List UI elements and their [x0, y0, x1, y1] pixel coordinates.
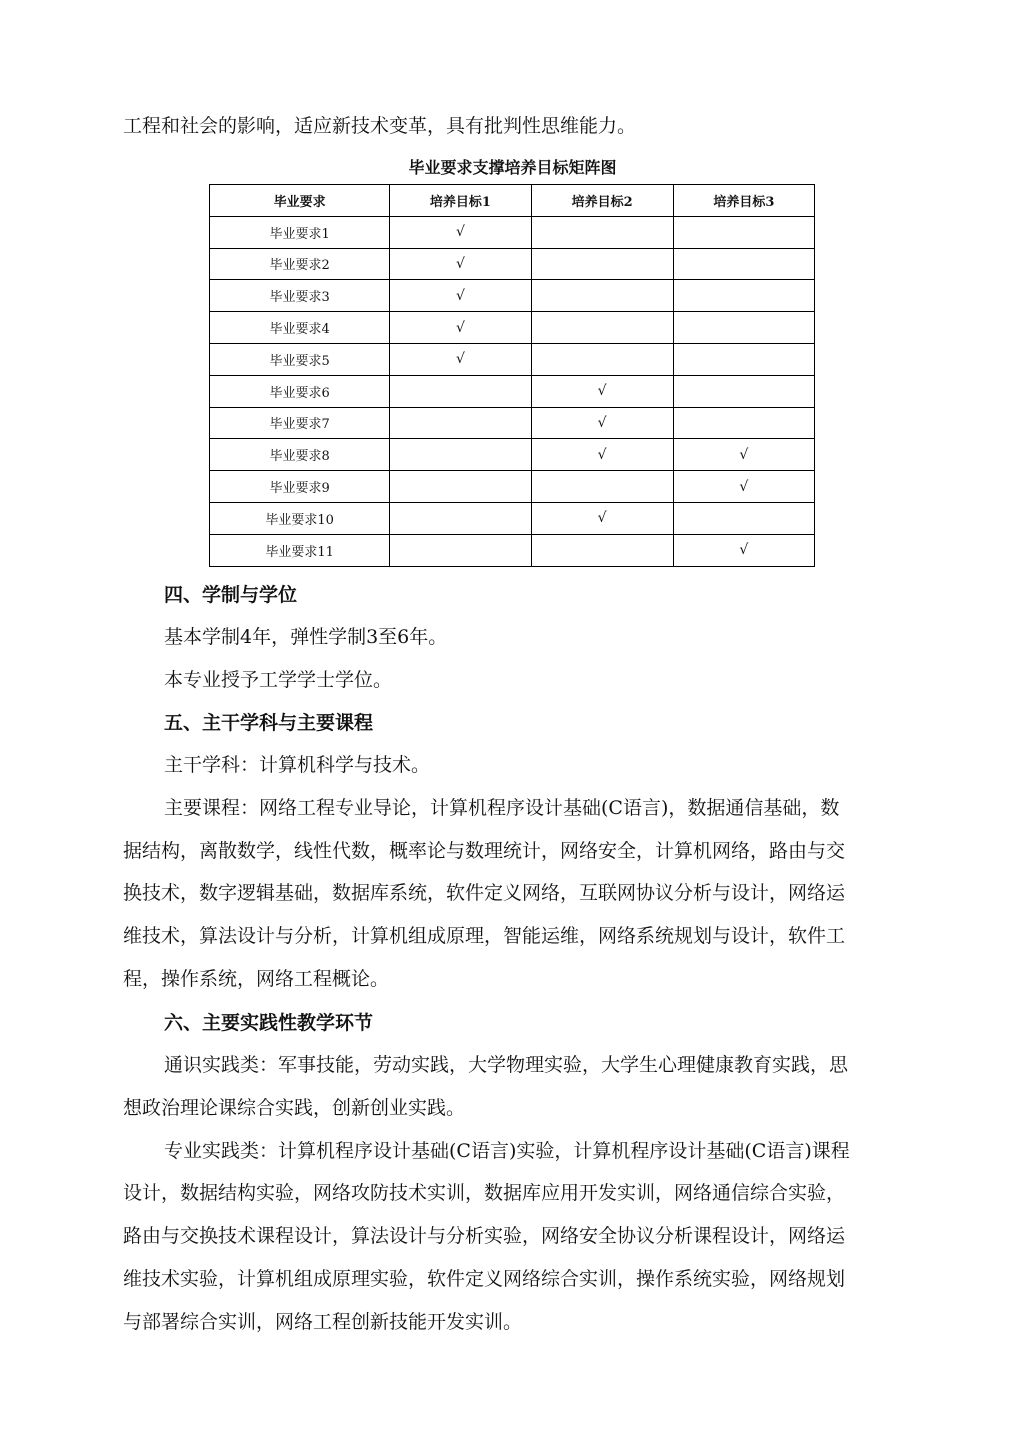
courses-line: 维技术，算法设计与分析，计算机组成原理，智能运维，网络系统规划与设计，软件工	[123, 925, 846, 947]
requirement-label: 毕业要求9	[210, 471, 390, 503]
requirement-label: 毕业要求2	[210, 248, 390, 280]
professional-practice-line: 路由与交换技术课程设计，算法设计与分析实验，网络安全协议分析课程设计，网络运	[123, 1225, 846, 1247]
check-cell: √	[390, 216, 531, 248]
check-cell: √	[390, 248, 531, 280]
check-cell: √	[390, 280, 531, 312]
requirement-label: 毕业要求6	[210, 375, 390, 407]
check-cell	[390, 407, 531, 439]
check-cell	[531, 216, 673, 248]
check-cell	[390, 471, 531, 503]
table-row	[210, 280, 815, 312]
requirement-label: 毕业要求8	[210, 439, 390, 471]
check-cell	[673, 375, 814, 407]
table-row	[210, 439, 815, 471]
check-cell: √	[673, 471, 814, 503]
requirement-label: 毕业要求3	[210, 280, 390, 312]
section4-heading: 四、学制与学位	[164, 584, 298, 606]
courses-line: 换技术，数字逻辑基础，数据库系统，软件定义网络，互联网协议分析与设计，网络运	[123, 882, 846, 904]
table-row	[210, 534, 815, 566]
matrix-header-cell: 培养目标3	[673, 185, 814, 217]
matrix-header-cell: 培养目标2	[531, 185, 673, 217]
section5-heading: 五、主干学科与主要课程	[164, 712, 374, 734]
check-cell	[531, 471, 673, 503]
check-cell	[531, 312, 673, 344]
check-cell	[531, 280, 673, 312]
courses-line: 程，操作系统，网络工程概论。	[123, 968, 390, 990]
check-cell: √	[390, 312, 531, 344]
check-cell: √	[673, 534, 814, 566]
check-cell	[390, 502, 531, 534]
matrix-header-cell: 培养目标1	[390, 185, 531, 217]
professional-practice-line: 专业实践类：计算机程序设计基础(C语言)实验，计算机程序设计基础(C语言)课程	[164, 1140, 850, 1162]
check-cell	[531, 248, 673, 280]
general-practice-line: 想政治理论课综合实践，创新创业实践。	[123, 1097, 466, 1119]
check-cell	[673, 343, 814, 375]
section4-paragraph: 本专业授予工学学士学位。	[164, 669, 393, 691]
table-row	[210, 216, 815, 248]
matrix-table	[209, 184, 815, 567]
section5-paragraph: 主干学科：计算机科学与技术。	[164, 754, 431, 776]
check-cell	[673, 216, 814, 248]
check-cell: √	[531, 375, 673, 407]
requirement-label: 毕业要求1	[210, 216, 390, 248]
check-cell: √	[673, 439, 814, 471]
table-row	[210, 471, 815, 503]
courses-line: 据结构，离散数学，线性代数，概率论与数理统计，网络安全，计算机网络，路由与交	[123, 840, 846, 862]
check-cell	[531, 534, 673, 566]
check-cell: √	[531, 439, 673, 471]
professional-practice-line: 维技术实验，计算机组成原理实验，软件定义网络综合实训，操作系统实验，网络规划	[123, 1268, 846, 1290]
table-row	[210, 312, 815, 344]
table-row	[210, 502, 815, 534]
matrix-header-cell: 毕业要求	[210, 185, 390, 217]
check-cell	[673, 502, 814, 534]
section4-paragraph: 基本学制4年，弹性学制3至6年。	[164, 626, 448, 648]
check-cell	[673, 407, 814, 439]
table-row	[210, 375, 815, 407]
section6-heading: 六、主要实践性教学环节	[164, 1012, 374, 1034]
requirement-label: 毕业要求7	[210, 407, 390, 439]
requirement-label: 毕业要求4	[210, 312, 390, 344]
table-row	[210, 407, 815, 439]
table-row	[210, 248, 815, 280]
professional-practice-line: 与部署综合实训，网络工程创新技能开发实训。	[123, 1311, 523, 1333]
check-cell	[390, 375, 531, 407]
table-row	[210, 343, 815, 375]
intro-line: 工程和社会的影响，适应新技术变革，具有批判性思维能力。	[123, 115, 637, 137]
courses-line: 主要课程：网络工程专业导论，计算机程序设计基础(C语言)，数据通信基础，数	[164, 797, 840, 819]
check-cell: √	[390, 343, 531, 375]
check-cell	[390, 534, 531, 566]
requirement-label: 毕业要求10	[210, 502, 390, 534]
professional-practice-line: 设计，数据结构实验，网络攻防技术实训，数据库应用开发实训，网络通信综合实验，	[123, 1182, 846, 1204]
requirement-label: 毕业要求11	[210, 534, 390, 566]
check-cell: √	[531, 502, 673, 534]
check-cell	[673, 280, 814, 312]
check-cell	[673, 248, 814, 280]
requirement-label: 毕业要求5	[210, 343, 390, 375]
check-cell	[673, 312, 814, 344]
matrix-header-row	[210, 185, 815, 217]
matrix-title: 毕业要求支撑培养目标矩阵图	[408, 158, 617, 177]
check-cell	[390, 439, 531, 471]
check-cell: √	[531, 407, 673, 439]
check-cell	[531, 343, 673, 375]
general-practice-line: 通识实践类：军事技能，劳动实践，大学物理实验，大学生心理健康教育实践，思	[164, 1054, 849, 1076]
